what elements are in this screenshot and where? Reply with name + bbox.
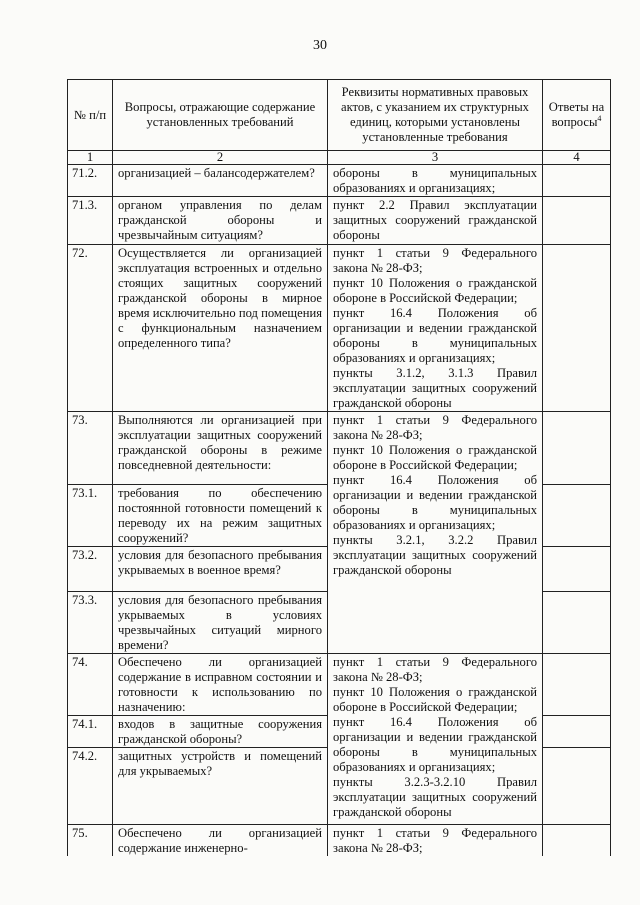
question-text: условия для безопасного пребывания укрываемых в условиях чрезвычайных ситуаций мирного времени? (113, 592, 328, 654)
reference-text (328, 245, 543, 412)
row-number: 75. (68, 825, 113, 857)
reference-text: пункт 2.2 Правил эксплуатации защитных сооружений гражданской обороны (328, 197, 543, 245)
reference-line: пункт 16.4 Положения об организации и ведении гражданской обороны в муниципальных образованиях и организациях; (333, 473, 537, 532)
row-number: 74. (68, 654, 113, 716)
question-text: органом управления по делам гражданской обороны и чрезвычайным ситуациям? (113, 197, 328, 245)
reference-text: обороны в муниципальных образованиях и организациях; (328, 165, 543, 197)
answer-cell[interactable] (543, 197, 611, 245)
answer-cell[interactable] (543, 716, 611, 748)
requirements-table (67, 79, 611, 856)
answer-cell[interactable] (543, 748, 611, 825)
footnote-mark: 4 (597, 113, 602, 123)
answer-cell[interactable] (543, 485, 611, 547)
row-number: 73.1. (68, 485, 113, 547)
table-row (68, 825, 611, 857)
table-row (68, 197, 611, 245)
table-row (68, 412, 611, 485)
page-number: 30 (313, 38, 327, 53)
table-row (68, 654, 611, 716)
column-number-row (68, 151, 611, 165)
column-number: 1 (68, 151, 113, 165)
reference-line: пункт 1 статьи 9 Федерального закона № 28-ФЗ; (333, 413, 537, 442)
answer-cell[interactable] (543, 654, 611, 716)
question-text: защитных устройств и помещений для укрываемых? (113, 748, 328, 825)
header-number: № п/п (68, 80, 113, 151)
row-number: 73. (68, 412, 113, 485)
table-row (68, 165, 611, 197)
row-number: 71.2. (68, 165, 113, 197)
question-text: Осуществляется ли организацией эксплуатация встроенных и отдельно стоящих защитных сооружений гражданской обороны в мирное время исключительно под помещения с функциональным назначением определенного типа? (113, 245, 328, 412)
question-text: условия для безопасного пребывания укрываемых в военное время? (113, 547, 328, 592)
reference-text (328, 412, 543, 654)
answer-cell[interactable] (543, 245, 611, 412)
reference-line: пункты 3.1.2, 3.1.3 Правил эксплуатации защитных сооружений гражданской обороны (333, 366, 537, 410)
question-text: Обеспечено ли организацией содержание инженерно- (113, 825, 328, 857)
column-number: 2 (113, 151, 328, 165)
question-text: требования по обеспечению постоянной готовности помещений к переводу их на режим защитных сооружений? (113, 485, 328, 547)
row-number: 71.3. (68, 197, 113, 245)
row-number: 74.2. (68, 748, 113, 825)
table-header-row (68, 80, 611, 151)
row-number: 73.2. (68, 547, 113, 592)
reference-text (328, 654, 543, 825)
header-answers (543, 80, 611, 151)
reference-line: пункт 1 статьи 9 Федерального закона № 28-ФЗ; (333, 826, 537, 855)
reference-text (328, 825, 543, 857)
row-number: 74.1. (68, 716, 113, 748)
header-legal-acts: Реквизиты нормативных правовых актов, с указанием их структурных единиц, которыми установлены установленные требования (328, 80, 543, 151)
header-questions: Вопросы, отражающие содержание установленных требований (113, 80, 328, 151)
question-text: Обеспечено ли организацией содержание в исправном состоянии и готовности к использованию по назначению: (113, 654, 328, 716)
answer-cell[interactable] (543, 592, 611, 654)
reference-line: пункт 16.4 Положения об организации и ведении гражданской обороны в муниципальных образованиях и организациях; (333, 306, 537, 365)
question-text: Выполняются ли организацией при эксплуатации защитных сооружений гражданской обороны в режиме повседневной деятельности: (113, 412, 328, 485)
reference-line: пункты 3.2.3-3.2.10 Правил эксплуатации защитных сооружений гражданской обороны (333, 775, 537, 819)
column-number: 3 (328, 151, 543, 165)
answer-cell[interactable] (543, 165, 611, 197)
reference-line: пункты 3.2.1, 3.2.2 Правил эксплуатации защитных сооружений гражданской обороны (333, 533, 537, 577)
answer-cell[interactable] (543, 412, 611, 485)
reference-line: пункт 10 Положения о гражданской обороне в Российской Федерации; (333, 685, 537, 714)
reference-line: пункт 1 статьи 9 Федерального закона № 28-ФЗ; (333, 655, 537, 684)
reference-line: пункт 1 статьи 9 Федерального закона № 28-ФЗ; (333, 246, 537, 275)
question-text: входов в защитные сооружения гражданской обороны? (113, 716, 328, 748)
column-number: 4 (543, 151, 611, 165)
header-answers-label: Ответы на вопросы (548, 100, 605, 129)
reference-line: пункт 10 Положения о гражданской обороне в Российской Федерации; (333, 276, 537, 305)
row-number: 73.3. (68, 592, 113, 654)
table-row (68, 245, 611, 412)
question-text: организацией – балансодержателем? (113, 165, 328, 197)
row-number: 72. (68, 245, 113, 412)
reference-line: пункт 10 Положения о гражданской обороне в Российской Федерации; (333, 443, 537, 472)
reference-line: пункт 16.4 Положения об организации и ведении гражданской обороны в муниципальных образованиях и организациях; (333, 715, 537, 774)
answer-cell[interactable] (543, 825, 611, 857)
answer-cell[interactable] (543, 547, 611, 592)
